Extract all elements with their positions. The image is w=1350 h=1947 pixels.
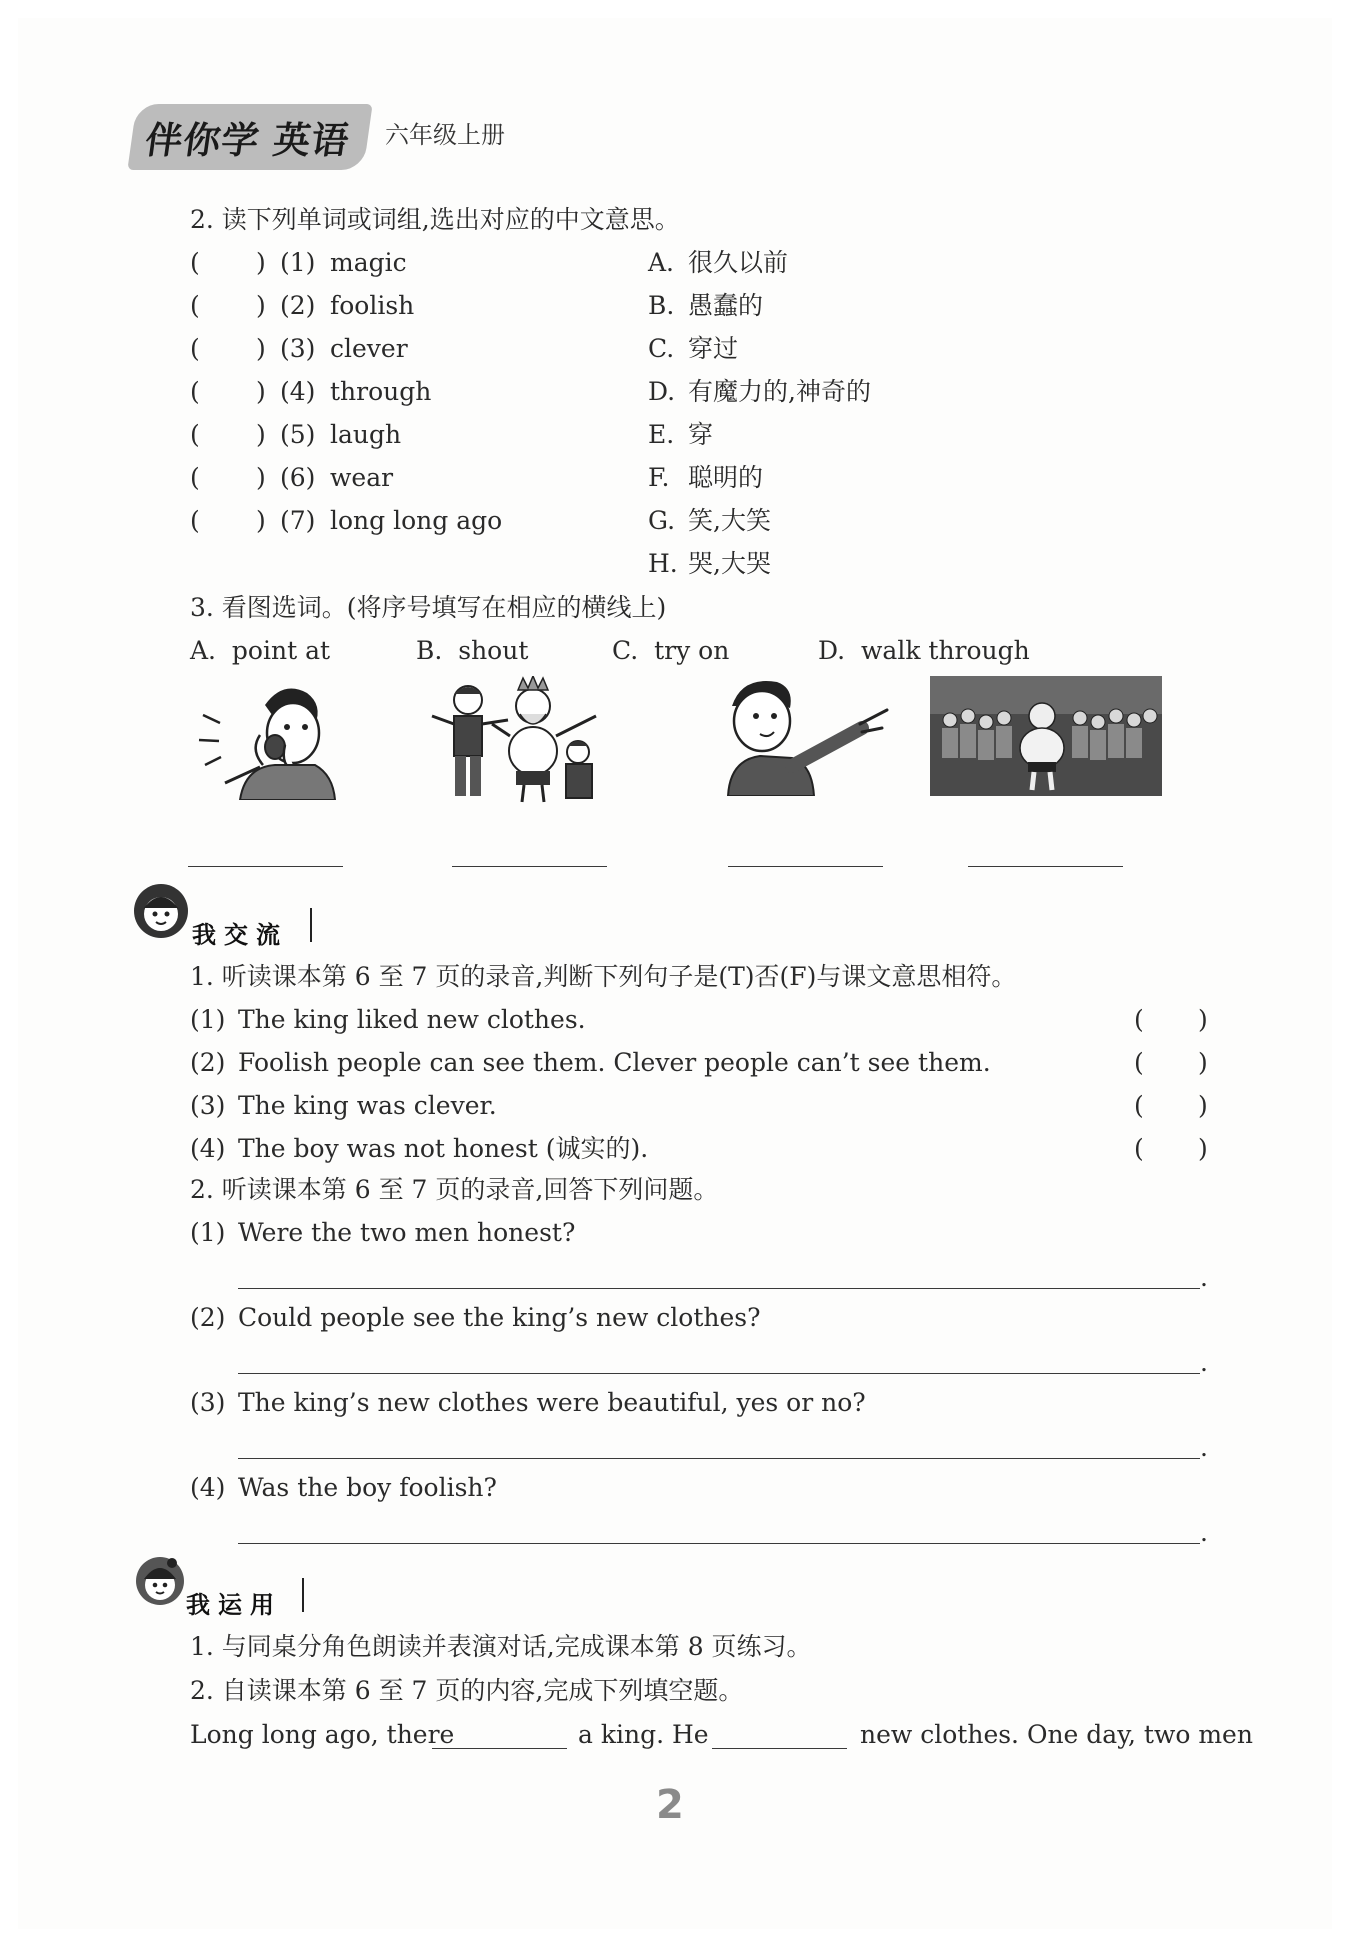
option-text: 有魔力的,神奇的 <box>688 377 871 406</box>
option-text: 穿 <box>688 420 714 449</box>
answer-slot[interactable] <box>210 467 256 491</box>
paren-open: ( <box>190 506 200 535</box>
item-word: wear <box>330 463 394 492</box>
exchange-q1-title: 1. 听读课本第 6 至 7 页的录音,判断下列句子是(T)否(F)与课文意思相符。 <box>190 962 1017 991</box>
option-letter: B. <box>648 291 675 320</box>
section-divider <box>310 908 312 942</box>
tf-statement: The king liked new clothes. <box>238 1005 586 1034</box>
answer-period: . <box>1200 1348 1208 1377</box>
choice-text: point at <box>231 636 331 665</box>
choice-letter: A. <box>190 636 217 665</box>
ex3-title: 3. 看图选词。(将序号填写在相应的横线上) <box>190 593 667 622</box>
paren-close: ) <box>256 506 266 535</box>
option-letter: C. <box>648 334 675 363</box>
answer-line[interactable] <box>238 1288 1200 1289</box>
question-number: (2) <box>190 1303 226 1332</box>
item-number: (2) <box>280 291 316 320</box>
paren-open: ( <box>190 248 200 277</box>
ex3-choice-c <box>612 636 729 666</box>
choice-text: walk through <box>861 636 1030 665</box>
item-number: (4) <box>280 377 316 406</box>
answer-slot[interactable] <box>210 381 256 405</box>
answer-line[interactable] <box>238 1458 1200 1459</box>
ex3-choice-b <box>416 636 528 666</box>
paren-open: ( <box>1134 1048 1144 1077</box>
item-word: foolish <box>330 291 415 320</box>
question-number: (3) <box>190 1388 226 1417</box>
paren-close: ) <box>1198 1091 1208 1120</box>
paren-close: ) <box>256 377 266 406</box>
paren-open: ( <box>190 291 200 320</box>
answer-slot[interactable] <box>210 295 256 319</box>
tf-statement: The king was clever. <box>238 1091 497 1120</box>
answer-blank-picture-3[interactable] <box>728 866 883 867</box>
paren-open: ( <box>190 377 200 406</box>
answer-blank-picture-1[interactable] <box>188 866 343 867</box>
option-text: 哭,大哭 <box>688 549 771 578</box>
paren-close: ) <box>1198 1005 1208 1034</box>
tf-number: (4) <box>190 1134 226 1163</box>
fill-blank-2[interactable] <box>712 1748 847 1749</box>
option-text: 很久以前 <box>688 248 789 277</box>
option-letter: H. <box>648 549 678 578</box>
use-q2: 2. 自读课本第 6 至 7 页的内容,完成下列填空题。 <box>190 1676 744 1705</box>
paren-close: ) <box>256 248 266 277</box>
answer-slot[interactable] <box>210 252 256 276</box>
fill-blank-1[interactable] <box>432 1748 567 1749</box>
page-number: 2 <box>656 1782 684 1828</box>
paren-open: ( <box>190 420 200 449</box>
item-number: (6) <box>280 463 316 492</box>
option-letter: D. <box>648 377 676 406</box>
option-letter: A. <box>648 248 675 277</box>
tf-answer-slot[interactable] <box>1152 1052 1198 1076</box>
answer-period: . <box>1200 1263 1208 1292</box>
question-text: Could people see the king’s new clothes? <box>238 1303 761 1332</box>
tf-number: (3) <box>190 1091 226 1120</box>
option-letter: E. <box>648 420 675 449</box>
question-number: (1) <box>190 1218 226 1247</box>
mascot-girl-badge-icon <box>134 1555 186 1607</box>
ex2-title: 2. 读下列单词或词组,选出对应的中文意思。 <box>190 205 680 234</box>
answer-slot[interactable] <box>210 424 256 448</box>
item-number: (3) <box>280 334 316 363</box>
ex3-choice-d <box>818 636 1030 666</box>
tf-number: (2) <box>190 1048 226 1077</box>
book-brand-title: 伴你学 英语 <box>127 104 372 170</box>
item-number: (1) <box>280 248 316 277</box>
question-text: Was the boy foolish? <box>238 1473 497 1502</box>
option-text: 愚蠢的 <box>688 291 764 320</box>
answer-blank-picture-2[interactable] <box>452 866 607 867</box>
tf-answer-slot[interactable] <box>1152 1009 1198 1033</box>
shouting-boy-illustration <box>195 675 340 800</box>
option-text: 聪明的 <box>688 463 764 492</box>
section-title-exchange: 我交流 <box>192 921 288 949</box>
use-q1: 1. 与同桌分角色朗读并表演对话,完成课本第 8 页练习。 <box>190 1632 812 1661</box>
answer-slot[interactable] <box>210 510 256 534</box>
paren-close: ) <box>1198 1134 1208 1163</box>
item-word: laugh <box>330 420 402 449</box>
option-text: 笑,大笑 <box>688 506 771 535</box>
item-word: clever <box>330 334 408 363</box>
item-word: magic <box>330 248 407 277</box>
item-number: (7) <box>280 506 316 535</box>
answer-period: . <box>1200 1518 1208 1547</box>
paren-close: ) <box>1198 1048 1208 1077</box>
item-word: through <box>330 377 432 406</box>
item-word: long long ago <box>330 506 503 535</box>
question-text: The king’s new clothes were beautiful, yes or no? <box>238 1388 866 1417</box>
mascot-badge-icon <box>132 882 190 940</box>
choice-letter: B. <box>416 636 443 665</box>
option-letter: G. <box>648 506 676 535</box>
tf-number: (1) <box>190 1005 226 1034</box>
choice-letter: D. <box>818 636 846 665</box>
men-and-king-illustration <box>428 676 613 806</box>
item-number: (5) <box>280 420 316 449</box>
paren-open: ( <box>1134 1091 1144 1120</box>
answer-period: . <box>1200 1433 1208 1462</box>
section-divider <box>302 1578 304 1612</box>
crowd-street-scene-illustration <box>930 676 1162 796</box>
paren-open: ( <box>190 334 200 363</box>
choice-letter: C. <box>612 636 639 665</box>
answer-blank-picture-4[interactable] <box>968 866 1123 867</box>
question-number: (4) <box>190 1473 226 1502</box>
section-title-use: 我运用 <box>186 1591 282 1619</box>
fill-text-part-2: a king. He <box>578 1720 709 1749</box>
tf-statement: The boy was not honest (诚实的). <box>238 1134 649 1163</box>
paren-close: ) <box>256 463 266 492</box>
choice-text: try on <box>654 636 730 665</box>
fill-text-part-3: new clothes. One day, two men <box>860 1720 1253 1749</box>
option-text: 穿过 <box>688 334 739 363</box>
pointing-boy-illustration <box>722 676 897 796</box>
answer-line[interactable] <box>238 1373 1200 1374</box>
paren-close: ) <box>256 334 266 363</box>
grade-label: 六年级上册 <box>385 121 505 149</box>
choice-text: shout <box>458 636 529 665</box>
paren-close: ) <box>256 291 266 320</box>
paren-open: ( <box>1134 1134 1144 1163</box>
tf-answer-slot[interactable] <box>1152 1138 1198 1162</box>
ex3-choice-a <box>190 636 330 666</box>
tf-statement: Foolish people can see them. Clever people can’t see them. <box>238 1048 991 1077</box>
paren-close: ) <box>256 420 266 449</box>
fill-text-part-1: Long long ago, there <box>190 1720 455 1749</box>
paren-open: ( <box>1134 1005 1144 1034</box>
question-text: Were the two men honest? <box>238 1218 576 1247</box>
answer-slot[interactable] <box>210 338 256 362</box>
exchange-q2-title: 2. 听读课本第 6 至 7 页的录音,回答下列问题。 <box>190 1175 719 1204</box>
tf-answer-slot[interactable] <box>1152 1095 1198 1119</box>
answer-line[interactable] <box>238 1543 1200 1544</box>
option-letter: F. <box>648 463 670 492</box>
paren-open: ( <box>190 463 200 492</box>
